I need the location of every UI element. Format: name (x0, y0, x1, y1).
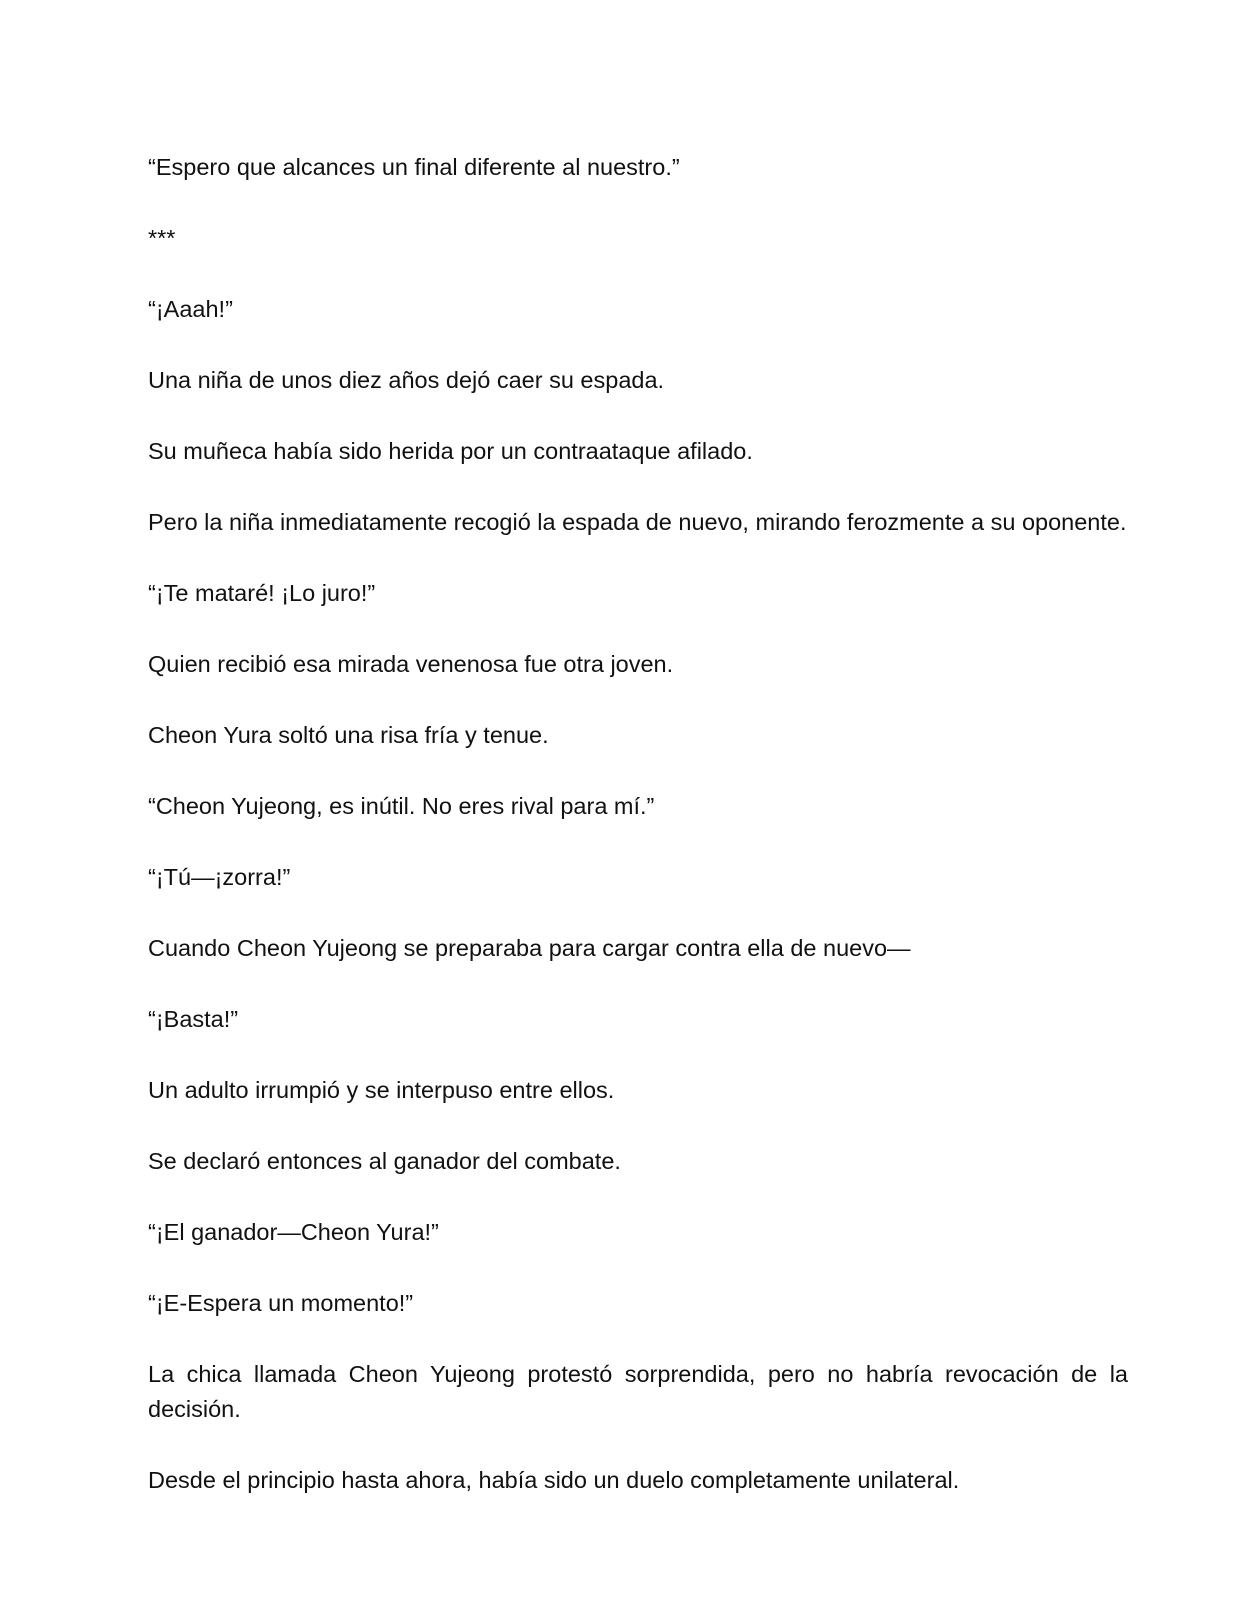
paragraph: Cuando Cheon Yujeong se preparaba para cargar contra ella de nuevo— (148, 935, 911, 961)
paragraph: “Cheon Yujeong, es inútil. No eres rival para mí.” (148, 793, 655, 819)
paragraph: Su muñeca había sido herida por un contraataque afilado. (148, 438, 753, 464)
paragraph: Desde el principio hasta ahora, había sido un duelo completamente unilateral. (148, 1467, 960, 1493)
paragraph: “¡Tú—¡zorra!” (148, 864, 291, 890)
paragraph: “¡Basta!” (148, 1006, 239, 1032)
paragraph: “Espero que alcances un final diferente al nuestro.” (148, 154, 680, 180)
paragraph: “¡E-Espera un momento!” (148, 1290, 414, 1316)
paragraph: “¡El ganador—Cheon Yura!” (148, 1219, 439, 1245)
paragraph: Un adulto irrumpió y se interpuso entre ellos. (148, 1077, 615, 1103)
paragraph: “¡Aaah!” (148, 296, 233, 322)
paragraph: La chica llamada Cheon Yujeong protestó sorprendida, pero no habría revocación de la decisión. (148, 1361, 1128, 1422)
scene-break: *** (148, 225, 176, 251)
paragraph: Pero la niña inmediatamente recogió la espada de nuevo, mirando ferozmente a su oponente. (148, 509, 1127, 535)
paragraph: Se declaró entonces al ganador del combate. (148, 1148, 621, 1174)
paragraph: Cheon Yura soltó una risa fría y tenue. (148, 722, 549, 748)
document-body (148, 150, 1128, 1498)
paragraph: “¡Te mataré! ¡Lo juro!” (148, 580, 376, 606)
paragraph: Una niña de unos diez años dejó caer su espada. (148, 367, 665, 393)
paragraph: Quien recibió esa mirada venenosa fue otra joven. (148, 651, 674, 677)
